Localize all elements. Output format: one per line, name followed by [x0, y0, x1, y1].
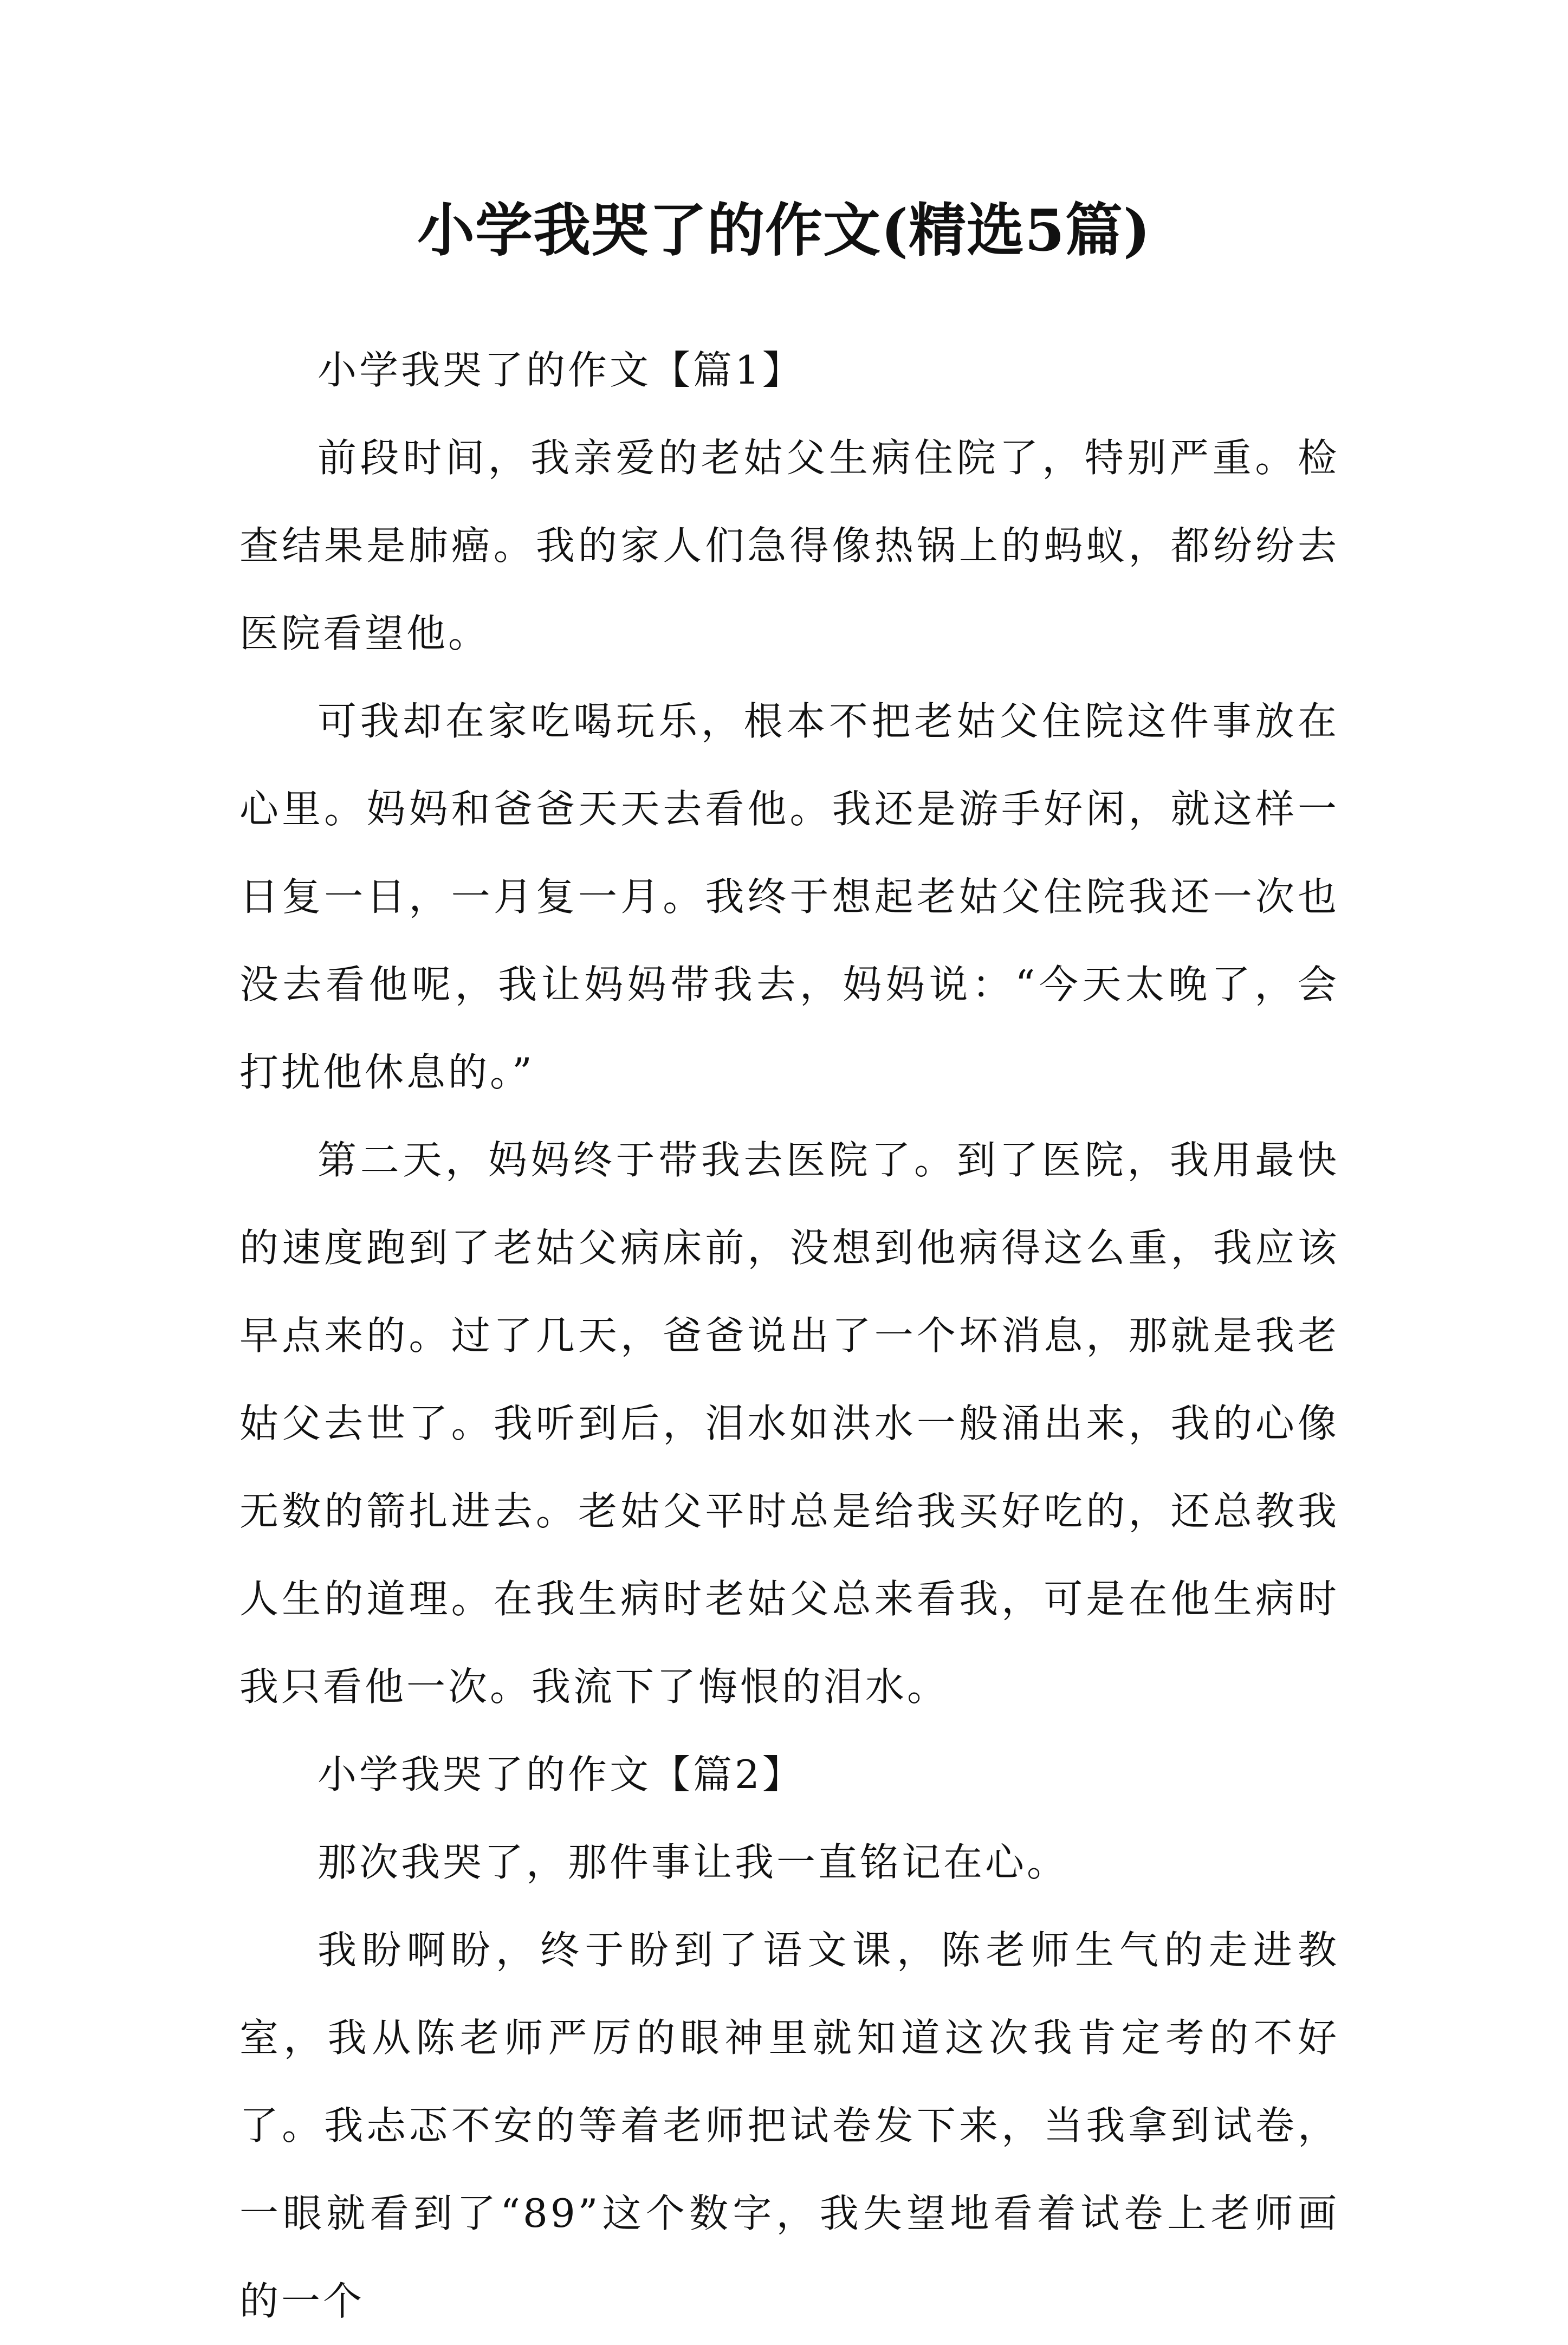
paragraph: 前段时间，我亲爱的老姑父生病住院了，特别严重。检查结果是肺癌。我的家人们急得像热锅上的蚂蚁，都纷纷去医院看望他。 [239, 435, 1339, 656]
paragraph: 那次我哭了，那件事让我一直铭记在心。 [318, 1839, 1069, 1885]
paragraph: 第二天，妈妈终于带我去医院了。到了医院，我用最快的速度跑到了老姑父病床前，没想到他病得这么重，我应该早点来的。过了几天，爸爸说出了一个坏消息，那就是我老姑父去世了。我听到后，泪水如洪水一般涌出来，我的心像无数的箭扎进去。老姑父平时总是给我买好吃的，还总教我人生的道理。在我生病时老姑父总来看我，可是在他生病时我只看他一次。我流下了悔恨的泪水。 [239, 1137, 1339, 1709]
paragraph: 可我却在家吃喝玩乐，根本不把老姑父住院这件事放在心里。妈妈和爸爸天天去看他。我还是游手好闲，就这样一日复一日，一月复一月。我终于想起老姑父住院我还一次也没去看他呢，我让妈妈带我去，妈妈说：“今天太晚了，会打扰他休息的。” [239, 698, 1339, 1095]
section-heading-2: 小学我哭了的作文【篇2】 [318, 1752, 804, 1797]
document-body [239, 326, 1339, 2345]
paragraph: 我盼啊盼，终于盼到了语文课，陈老师生气的走进教室，我从陈老师严厉的眼神里就知道这次我肯定考的不好了。我忐忑不安的等着老师把试卷发下来，当我拿到试卷，一眼就看到了“89”这个数字，我失望地看着试卷上老师画的一个 [239, 1927, 1339, 2324]
section-heading-1: 小学我哭了的作文【篇1】 [318, 347, 804, 393]
document-title: 小学我哭了的作文(精选5篇) [417, 196, 1151, 264]
